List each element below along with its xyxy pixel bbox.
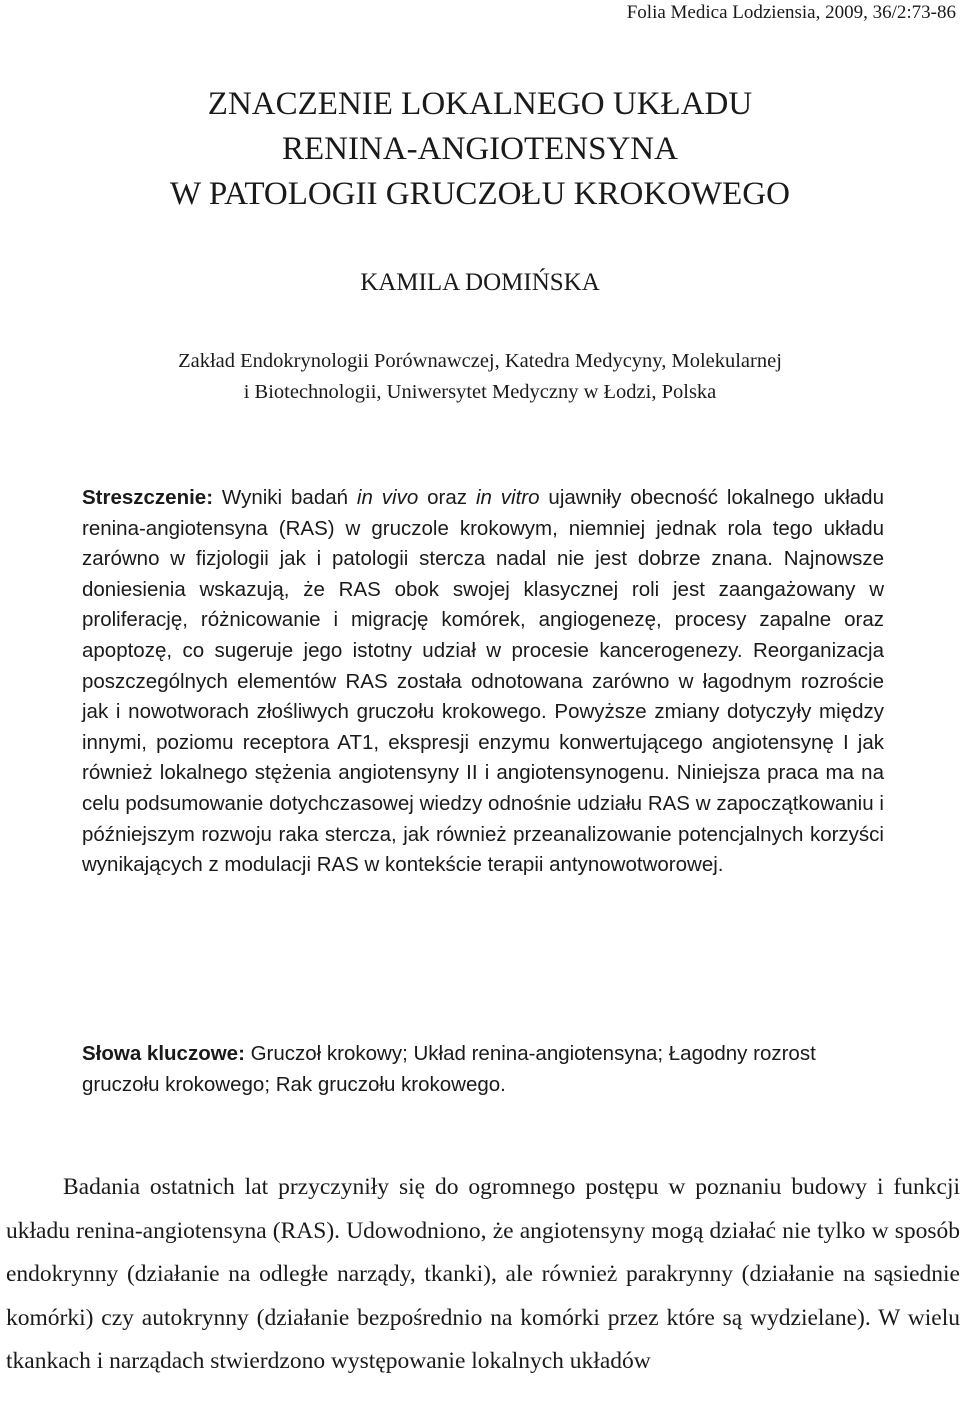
abstract-label: Streszczenie: bbox=[82, 486, 214, 509]
abstract-text: oraz bbox=[418, 486, 476, 509]
affiliation-line: Zakład Endokrynologii Porównawczej, Katedra Medycyny, Molekularnej bbox=[178, 350, 782, 372]
keywords bbox=[82, 1038, 884, 1100]
title-line: ZNACZENIE LOKALNEGO UKŁADU bbox=[207, 86, 753, 122]
keywords-text: Gruczoł krokowy; Układ renina-angiotensyna; Łagodny rozrost gruczołu krokowego; Rak gruczołu krokowego. bbox=[82, 1042, 816, 1096]
article-title bbox=[0, 82, 960, 217]
title-line: RENINA-ANGIOTENSYNA bbox=[282, 131, 678, 167]
abstract-text: ujawniły obecność lokalnego układu renina-angiotensyna (RAS) w gruczole krokowym, niemniej jednak rola tego układu zarówno w fizjologii jak i patologii stercza nadal nie jest dobrze znana. Najnowsze doniesienia wskazują, że RAS obok swojej klasycznej roli jest zaangażowany w proliferację, różnicowanie i migrację komórek, angiogenezę, procesy zapalne oraz apoptozę, co sugeruje jego istotny udział w procesie kancerogenezy. Reorganizacja poszczególnych elementów RAS została odnotowana zarówno w łagodnym rozroście jak i nowotworach złośliwych gruczołu krokowego. Powyższe zmiany dotyczyły między innymi, poziomu receptora AT1, ekspresji enzymu konwertującego angiotensynę I jak również lokalnego stężenia angiotensyny II i angiotensynogenu. Niniejsza praca ma na celu podsumowanie dotychczasowej wiedzy odnośnie udziału RAS w zapoczątkowaniu i późniejszym rozwoju raka stercza, jak również przeanalizowanie potencjalnych korzyści wynikających z modulacji RAS w kontekście terapii antynowotworowej. bbox=[82, 486, 884, 877]
journal-citation: Folia Medica Lodziensia, 2009, 36/2:73-86 bbox=[626, 2, 956, 23]
abstract-italic-term: in vitro bbox=[475, 486, 540, 509]
abstract-text: Wyniki badań bbox=[213, 486, 357, 509]
affiliation-line: i Biotechnologii, Uniwersytet Medyczny w Łodzi, Polska bbox=[243, 381, 717, 403]
title-line: W PATOLOGII GRUCZOŁU KROKOWEGO bbox=[170, 176, 790, 212]
keywords-label: Słowa kluczowe: bbox=[82, 1042, 245, 1065]
author-affiliation bbox=[0, 346, 960, 408]
abstract-italic-term: in vivo bbox=[356, 486, 419, 509]
body-paragraph: Badania ostatnich lat przyczyniły się do ogromnego postępu w poznaniu budowy i funkcji układu renina-angiotensyna (RAS). Udowodniono, że angiotensyny mogą działać nie tylko w sposób endokrynny (działanie na odległe narządy, tkanki), ale również parakrynny (działanie na sąsiednie komórki) czy autokrynny (działanie bezpośrednio na komórki przez które są wydzielane). W wielu tkankach i narządach stwierdzono występowanie lokalnych układów bbox=[6, 1174, 960, 1375]
abstract bbox=[82, 483, 884, 881]
author-name: KAMILA DOMIŃSKA bbox=[360, 269, 600, 296]
